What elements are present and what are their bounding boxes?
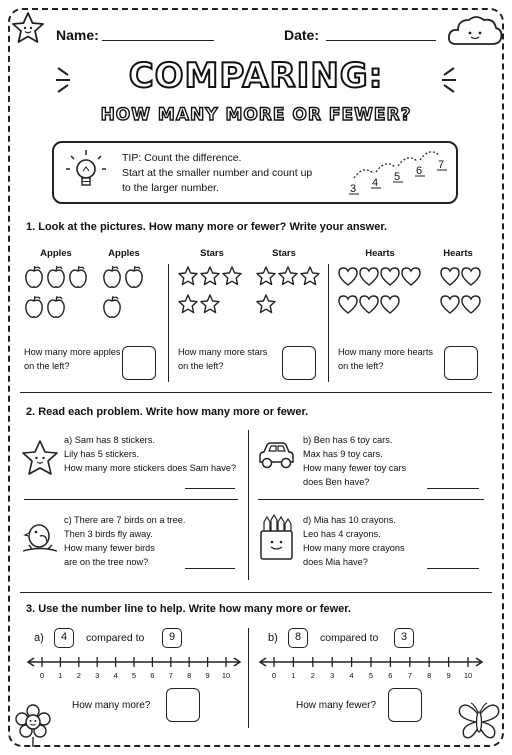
tip-number: 6 [416, 165, 423, 177]
problem-line: d) Mia has 10 crayons. [303, 515, 396, 525]
number-line-label: 6 [388, 671, 393, 680]
group-2-left-label: Stars [200, 248, 224, 259]
star-icon [279, 267, 297, 285]
answer-line[interactable] [427, 568, 479, 569]
section-divider [20, 392, 492, 393]
number-line-label: 8 [187, 671, 192, 680]
star-icon [179, 267, 197, 285]
tip-line-3: to the larger number. [122, 182, 219, 194]
heart-icon [381, 268, 399, 285]
star-icon [301, 267, 319, 285]
question-line: on the left? [24, 361, 70, 371]
answer-box[interactable] [122, 346, 156, 380]
problem-b [303, 433, 483, 489]
tip-line-1: TIP: Count the difference. [122, 152, 242, 164]
star-icon [179, 295, 197, 313]
apple-icon [26, 266, 42, 287]
problem-line: b) Ben has 6 toy cars. [303, 435, 393, 445]
sparkle-right-icon [436, 64, 458, 94]
number-line-label: 10 [463, 671, 473, 680]
group-3-left-label: Hearts [365, 248, 395, 259]
number-line-label: 0 [271, 671, 277, 680]
apple-icon [26, 296, 42, 317]
cloud-decoration-icon [446, 12, 504, 50]
tip-number: 3 [350, 183, 357, 195]
compared-to-label: compared to [86, 632, 145, 644]
answer-box[interactable] [282, 346, 316, 380]
number-line-b [256, 652, 486, 672]
part-a-question: How many more? [72, 700, 151, 711]
number-line-label: 5 [131, 671, 137, 680]
problem-line: How many more stickers does Sam have? [64, 463, 237, 473]
problem-d [303, 513, 483, 569]
apple-icon [104, 296, 120, 317]
page-subtitle: HOW MANY MORE OR FEWER? [100, 105, 412, 125]
column-divider [168, 264, 169, 382]
number-line-label: 2 [310, 671, 315, 680]
hearts-picture [336, 264, 486, 324]
number-line-label: 7 [168, 671, 173, 680]
number-line-label: 4 [113, 671, 118, 680]
heart-icon [462, 296, 480, 313]
section-3-title: 3. Use the number line to help. Write how many more or fewer. [26, 603, 351, 615]
heart-icon [360, 268, 378, 285]
number-line-label: 9 [446, 671, 451, 680]
section-1-title: 1. Look at the pictures. How many more or fewer? Write your answer. [26, 221, 388, 233]
tip-number: 5 [394, 171, 401, 183]
heart-icon [441, 296, 459, 313]
problem-divider [258, 499, 484, 500]
problem-line: Then 3 birds fly away. [64, 529, 153, 539]
tip-line-2: Start at the smaller number and count up [122, 167, 313, 179]
number-line-label: 7 [407, 671, 412, 680]
date-field[interactable] [326, 40, 436, 41]
answer-line[interactable] [185, 488, 235, 489]
answer-line[interactable] [427, 488, 479, 489]
apple-icon [70, 266, 86, 287]
heart-icon [381, 296, 399, 313]
problem-line: does Mia have? [303, 557, 368, 567]
tip-number: 4 [372, 177, 379, 189]
heart-icon [462, 268, 480, 285]
answer-box[interactable] [388, 688, 422, 722]
date-label: Date: [284, 27, 320, 43]
star-icon [257, 295, 275, 313]
number-line-label: 6 [150, 671, 155, 680]
number-line-label: 3 [95, 671, 100, 680]
star-icon [201, 267, 219, 285]
number-line-label: 1 [291, 671, 296, 680]
number-line-label: 2 [76, 671, 81, 680]
apple-icon [48, 266, 64, 287]
star-icon [223, 267, 241, 285]
section-divider [20, 592, 492, 593]
apple-icon [104, 266, 120, 287]
lightbulb-icon [64, 147, 108, 197]
apple-icon [48, 296, 64, 317]
number-line-label: 9 [205, 671, 210, 680]
apple-icon [126, 266, 142, 287]
group-1-question [24, 345, 124, 373]
name-field[interactable] [102, 40, 214, 41]
heart-icon [339, 296, 357, 313]
part-b-question: How many fewer? [296, 700, 377, 711]
number-line-label: 4 [349, 671, 354, 680]
problem-line: How many fewer birds [64, 543, 155, 553]
heart-icon [339, 268, 357, 285]
column-divider [248, 628, 249, 728]
part-b-letter: b) [268, 632, 278, 644]
number-line-label: 1 [58, 671, 63, 680]
problem-divider [24, 499, 238, 500]
number-box: 9 [162, 628, 182, 648]
number-box: 8 [288, 628, 308, 648]
number-box: 4 [54, 628, 74, 648]
part-a-letter: a) [34, 632, 44, 644]
number-line-label: 5 [368, 671, 374, 680]
answer-box[interactable] [166, 688, 200, 722]
heart-icon [402, 268, 420, 285]
problem-line: Max has 9 toy cars. [303, 449, 383, 459]
tip-number: 7 [438, 159, 445, 171]
problem-c [64, 513, 244, 569]
number-line-label: 8 [427, 671, 432, 680]
group-1-left-label: Apples [40, 248, 72, 259]
question-line: How many more stars [178, 347, 268, 357]
answer-box[interactable] [444, 346, 478, 380]
apples-picture [22, 264, 162, 324]
number-line-a [24, 652, 244, 672]
crayon-box-icon [258, 514, 294, 562]
stars-picture [176, 264, 320, 324]
question-line: How many more apples [24, 347, 121, 357]
toy-car-icon [256, 440, 296, 474]
group-3-right-label: Hearts [443, 248, 473, 259]
problem-line: Lily has 5 stickers. [64, 449, 140, 459]
heart-icon [360, 296, 378, 313]
star-icon [201, 295, 219, 313]
sparkle-left-icon [54, 64, 76, 94]
problem-line: Leo has 4 crayons. [303, 529, 381, 539]
heart-icon [441, 268, 459, 285]
flower-icon [12, 704, 54, 748]
problem-a [64, 433, 244, 475]
problem-line: are on the tree now? [64, 557, 149, 567]
problem-line: does Ben have? [303, 477, 370, 487]
question-line: on the left? [338, 361, 384, 371]
problem-line: a) Sam has 8 stickers. [64, 435, 155, 445]
group-3-question [338, 345, 444, 373]
star-icon [257, 267, 275, 285]
problem-line: How many more crayons [303, 543, 405, 553]
section-2-title: 2. Read each problem. Write how many more or fewer. [26, 406, 309, 418]
bird-on-branch-icon [20, 518, 60, 558]
group-2-right-label: Stars [272, 248, 296, 259]
butterfly-icon [456, 700, 502, 744]
column-divider [248, 430, 249, 580]
number-line-label: 0 [39, 671, 45, 680]
problem-line: c) There are 7 birds on a tree. [64, 515, 186, 525]
question-line: How many more hearts [338, 347, 433, 357]
group-2-question [178, 345, 282, 373]
star-decoration-icon [10, 10, 46, 46]
answer-line[interactable] [185, 568, 235, 569]
name-label: Name: [56, 27, 99, 43]
column-divider [328, 264, 329, 382]
number-line-label: 10 [221, 671, 231, 680]
compared-to-label: compared to [320, 632, 379, 644]
problem-line: How many fewer toy cars [303, 463, 407, 473]
page-title: COMPARING: [128, 56, 384, 96]
number-box: 3 [394, 628, 414, 648]
group-1-right-label: Apples [108, 248, 140, 259]
question-line: on the left? [178, 361, 224, 371]
sticker-star-icon [20, 438, 60, 478]
number-line-label: 3 [330, 671, 335, 680]
